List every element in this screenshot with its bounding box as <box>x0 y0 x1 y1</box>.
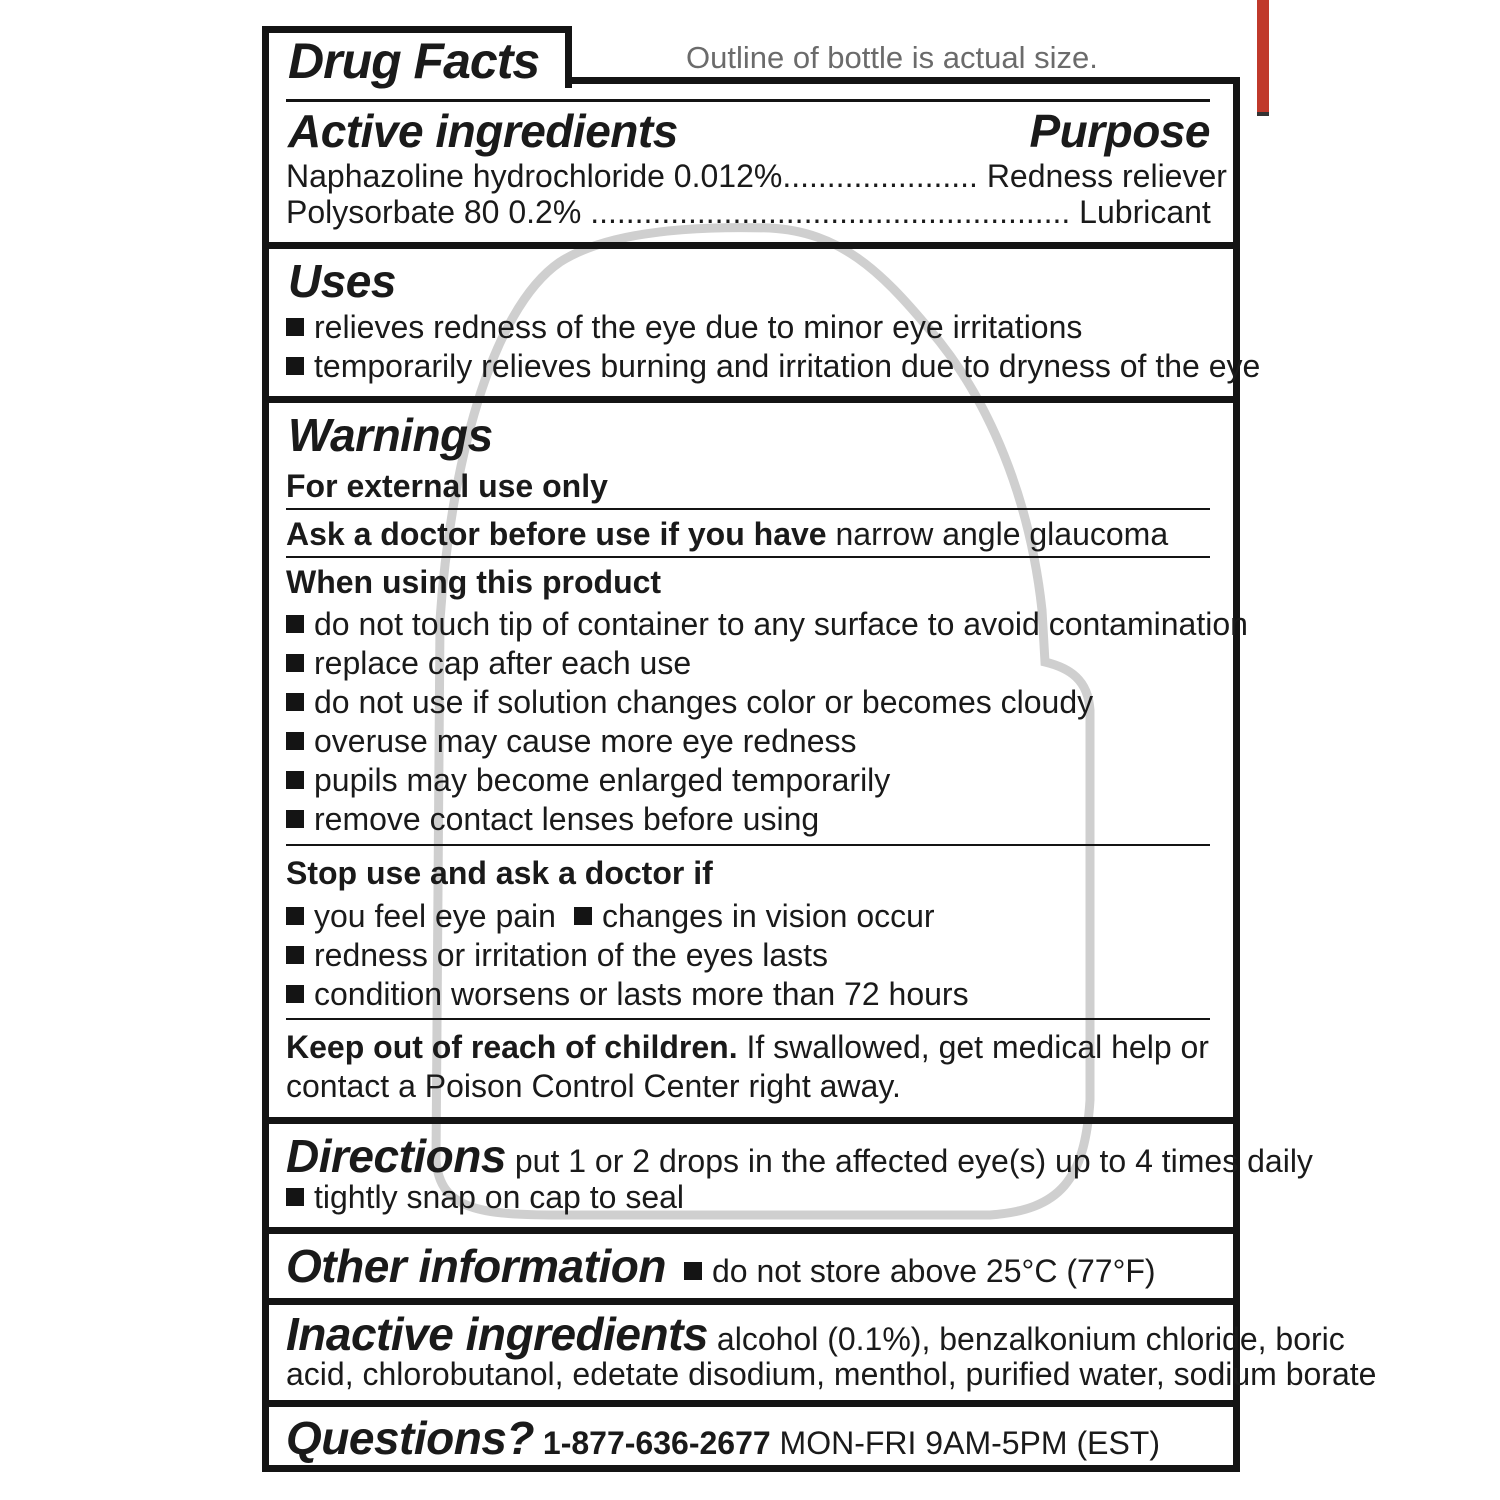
uses-heading: Uses <box>288 255 396 307</box>
bullet-icon <box>286 615 304 633</box>
uses-item <box>286 309 1082 346</box>
stop-item <box>286 976 969 1013</box>
active-row: Polysorbate 80 0.2% ...................................................... Lubricant <box>286 194 1211 230</box>
other-info-heading: Other information <box>286 1240 666 1292</box>
stop-item <box>286 898 935 935</box>
when-using-heading: When using this product <box>286 564 662 600</box>
directions-heading: Directions <box>286 1130 506 1182</box>
stop-item-text: redness or irritation of the eyes lasts <box>314 937 829 973</box>
when-item <box>286 801 819 838</box>
when-item <box>286 684 1093 721</box>
warning-rule <box>286 556 1210 558</box>
uses-item-text: relieves redness of the eye due to minor eye irritations <box>314 309 1083 345</box>
bullet-icon <box>286 732 304 750</box>
stop-item-text: you feel eye pain <box>314 898 556 934</box>
directions-item-text: tightly snap on cap to seal <box>314 1179 685 1215</box>
bullet-icon <box>286 907 304 925</box>
questions-hours: MON-FRI 9AM-5PM (EST) <box>770 1425 1160 1461</box>
keep-out-rest: If swallowed, get medical help or <box>737 1029 1209 1065</box>
when-item-text: pupils may become enlarged temporarily <box>314 762 891 798</box>
uses-item-text: temporarily relieves burning and irritation due to dryness of the eye <box>314 348 1261 384</box>
external-use-text: For external use only <box>286 468 608 504</box>
directions-line <box>286 1129 1313 1183</box>
red-edge-bar-base <box>1257 112 1269 116</box>
bullet-icon <box>574 907 592 925</box>
section-divider <box>262 1227 1240 1234</box>
other-info-text: do not store above 25°C (77°F) <box>711 1253 1156 1289</box>
section-divider <box>262 396 1240 403</box>
drug-facts-title: Drug Facts <box>288 33 540 89</box>
warning-rule <box>286 1018 1210 1020</box>
when-item-text: do not use if solution changes color or becomes cloudy <box>314 684 1094 720</box>
when-item <box>286 606 1248 643</box>
keep-out-line <box>286 1029 1209 1066</box>
inactive-text: alcohol (0.1%), benzalkonium chloride, boric <box>708 1321 1345 1357</box>
when-item <box>286 723 856 760</box>
bullet-icon <box>684 1262 702 1280</box>
purpose-heading: Purpose <box>1029 105 1210 157</box>
stop-use-heading: Stop use and ask a doctor if <box>286 855 713 891</box>
warning-rule <box>286 844 1210 846</box>
section-divider <box>262 242 1240 249</box>
when-item-text: do not touch tip of container to any surface to avoid contamination <box>314 606 1248 642</box>
other-info-line <box>286 1239 1156 1293</box>
ask-doctor-line <box>286 516 1168 553</box>
bottle-caption: Outline of bottle is actual size. <box>686 40 1098 75</box>
stop-item <box>286 937 828 974</box>
when-item <box>286 762 890 799</box>
when-item-text: replace cap after each use <box>314 645 692 681</box>
bullet-icon <box>286 810 304 828</box>
inactive-line <box>286 1307 1345 1361</box>
drug-facts-label <box>262 26 1377 1472</box>
section-divider <box>262 1400 1240 1407</box>
top-border <box>565 77 1240 84</box>
directions-item <box>286 1179 684 1216</box>
keep-out-bold: Keep out of reach of children. <box>286 1029 738 1065</box>
questions-line <box>286 1411 1160 1465</box>
questions-phone: 1-877-636-2677 <box>534 1425 771 1461</box>
active-ingredients-heading: Active ingredients <box>288 105 678 157</box>
section-divider <box>262 1298 1240 1305</box>
bullet-icon <box>286 946 304 964</box>
when-item-text: remove contact lenses before using <box>314 801 820 837</box>
bullet-icon <box>286 357 304 375</box>
stop-item-text: changes in vision occur <box>601 898 935 934</box>
bullet-icon <box>286 693 304 711</box>
when-item-text: overuse may cause more eye redness <box>314 723 857 759</box>
bullet-icon <box>286 1188 304 1206</box>
title-rule <box>286 99 1210 102</box>
keep-out-line-2: contact a Poison Control Center right away. <box>286 1068 901 1104</box>
ask-doctor-bold: Ask a doctor before use if you have <box>286 516 827 552</box>
when-item <box>286 645 691 682</box>
uses-item <box>286 348 1260 385</box>
ask-doctor-rest: narrow angle glaucoma <box>826 516 1169 552</box>
bullet-icon <box>286 654 304 672</box>
bullet-icon <box>286 318 304 336</box>
directions-text: put 1 or 2 drops in the affected eye(s) up to 4 times daily <box>505 1143 1313 1179</box>
bullet-icon <box>286 985 304 1003</box>
red-edge-bar <box>1257 0 1269 114</box>
active-row: Naphazoline hydrochloride 0.012%...................... Redness reliever <box>286 158 1227 194</box>
stop-item-text: condition worsens or lasts more than 72 hours <box>314 976 969 1012</box>
warnings-heading: Warnings <box>288 409 493 461</box>
section-divider <box>262 1117 1240 1124</box>
bullet-icon <box>286 771 304 789</box>
warning-rule <box>286 508 1210 510</box>
questions-heading: Questions? <box>286 1412 535 1464</box>
inactive-heading: Inactive ingredients <box>286 1308 709 1360</box>
inactive-line-2: acid, chlorobutanol, edetate disodium, menthol, purified water, sodium borate <box>286 1356 1377 1392</box>
